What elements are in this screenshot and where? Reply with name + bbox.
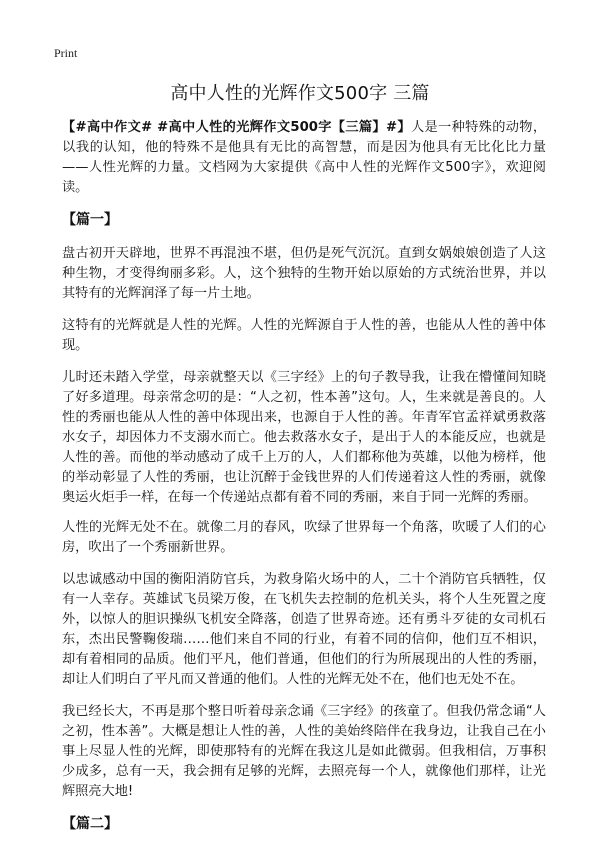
paragraph: 以忠诚感动中国的衡阳消防官兵，为救身陷火场中的人，二十个消防官兵牺牲，仅有一人幸存。英雄试飞员梁万俊，在飞机失去控制的危机关头，将个人生死置之度外，以惊人的胆识操纵飞机安全降落，创造了世界奇迹。还有勇斗歹徒的女司机石东，杰出民警鞠俊瑞……他们来自不同的行业，有着不同的信仰，他们互不相识，却有着相同的品质。他们平凡，他们普通，但他们的行为所展现出的人性的秀丽，却让人们明白了平凡而又普通的他们。人性的光辉无处不在，他们也无处不在。 — [62, 572, 546, 687]
section-heading-1: 【篇一】 — [62, 212, 118, 228]
print-label: Print — [54, 46, 78, 60]
page-title: 高中人性的光辉作文500字 三篇 — [170, 83, 430, 104]
document-body — [62, 118, 546, 848]
paragraph: 我已经长大，不再是那个整日听着母亲念诵《三字经》的孩童了。但我仍常念诵“人之初，性本善”。大概是想让人性的善，人性的美始终陪伴在我身边，让我自己在小事上尽显人性的光辉，即使那特有的光辉在我这儿是如此微弱。但我相信，万事积少成多，总有一天，我会拥有足够的光辉，去照亮每一个人，就像他们那样，让光辉照亮大地! — [62, 704, 546, 799]
paragraph: 这特有的光辉就是人性的光辉。人性的光辉源自于人性的善，也能从人性的善中体现。 — [62, 318, 546, 353]
section-heading-2: 【篇二】 — [62, 816, 118, 832]
intro-tags: 【#高中作文# #高中人性的光辉作文500字【三篇】#】 — [62, 120, 411, 135]
paragraph: 盘古初开天辟地，世界不再混浊不堪，但仍是死气沉沉。直到女娲娘娘创造了人这种生物，才变得绚丽多彩。人，这个独特的生物开始以原始的方式统治世界，并以其特有的光辉润泽了每一片土地。 — [62, 246, 546, 301]
intro-text: 人是一种特殊的动物，以我的认知，他的特殊不是他具有无比的高智慧，而是因为他具有无比化比力量——人性光辉的力量。文档网为大家提供《高中人性的光辉作文500字》，欢迎阅读。 — [62, 120, 547, 195]
paragraph: 人性的光辉无处不在。就像二月的春风，吹绿了世界每一个角落，吹暖了人们的心房，吹出了一个秀丽新世界。 — [62, 520, 546, 555]
intro-paragraph — [62, 118, 546, 198]
paragraph: 儿时还未踏入学堂，母亲就整天以《三字经》上的句子教导我，让我在懵懂间知晓了好多道理。母亲常念叨的是：“人之初，性本善”这句。人，生来就是善良的。人性的秀丽也能从人性的善中体现出来，也源自于人性的善。年青军官孟祥斌勇救落水女子，却因体力不支溺水而亡。他去救落水女子，是出于人的本能反应，也就是人性的善。而他的举动感动了成千上万的人，人们都称他为英雄，以他为榜样，他的举动彰显了人性的秀丽，也让沉醉于金钱世界的人们传递着这人性的秀丽，就像奥运火炬手一样，在每一个传递站点都有着不同的秀丽，来自于同一光辉的秀丽。 — [62, 370, 546, 505]
